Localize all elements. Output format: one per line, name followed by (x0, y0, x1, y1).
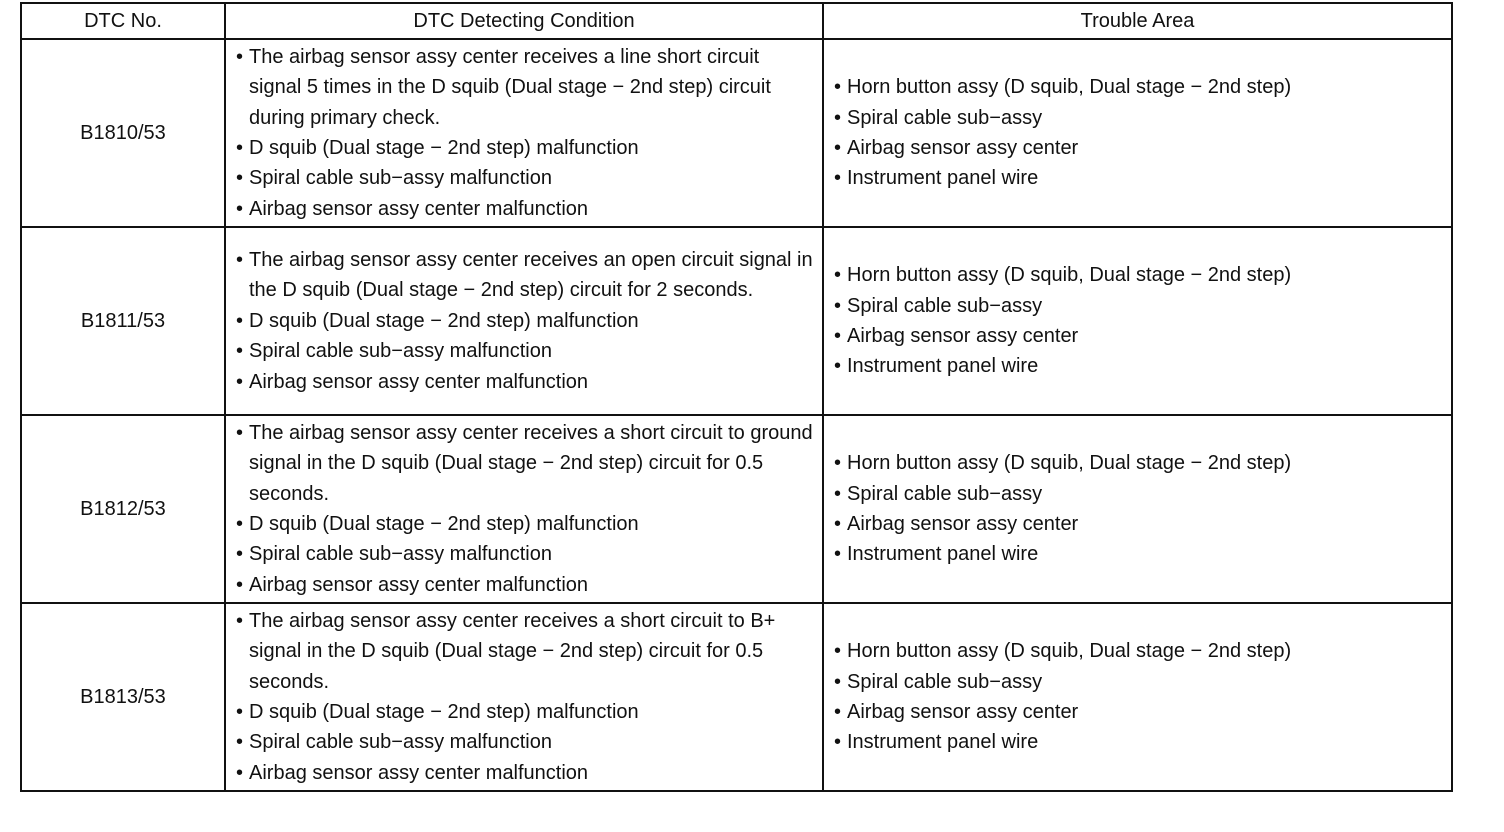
trouble-area-item: • Horn button assy (D squib, Dual stage − 2nd step) (834, 448, 1443, 478)
trouble-area-list (834, 260, 1443, 382)
condition-item: • The airbag sensor assy center receives a short circuit to B+ signal in the D squib (Dual stage − 2nd step) circuit for 0.5 seconds. (236, 606, 814, 697)
table-row (21, 603, 1452, 791)
trouble-area-item: • Airbag sensor assy center (834, 697, 1443, 727)
trouble-area-item: • Airbag sensor assy center (834, 133, 1443, 163)
dtc-code: B1812/53 (21, 415, 225, 603)
trouble-area-cell (823, 39, 1452, 227)
condition-item: • D squib (Dual stage − 2nd step) malfunction (236, 306, 814, 336)
condition-list (236, 42, 814, 224)
dtc-code: B1810/53 (21, 39, 225, 227)
table-row (21, 415, 1452, 603)
trouble-area-list (834, 72, 1443, 194)
condition-item: • Spiral cable sub−assy malfunction (236, 539, 814, 569)
condition-item: • The airbag sensor assy center receives a short circuit to ground signal in the D squib (Dual stage − 2nd step) circuit for 0.5 seconds. (236, 418, 814, 509)
table-header (21, 3, 1452, 39)
condition-item: • Airbag sensor assy center malfunction (236, 367, 814, 397)
trouble-area-item: • Spiral cable sub−assy (834, 291, 1443, 321)
dtc-table (20, 2, 1453, 792)
trouble-area-cell (823, 227, 1452, 415)
trouble-area-item: • Horn button assy (D squib, Dual stage − 2nd step) (834, 72, 1443, 102)
trouble-area-item: • Spiral cable sub−assy (834, 667, 1443, 697)
condition-list (236, 606, 814, 788)
trouble-area-item: • Instrument panel wire (834, 163, 1443, 193)
trouble-area-item: • Spiral cable sub−assy (834, 479, 1443, 509)
condition-list (236, 245, 814, 397)
trouble-area-item: • Instrument panel wire (834, 539, 1443, 569)
trouble-area-item: • Airbag sensor assy center (834, 321, 1443, 351)
detecting-condition-cell (225, 39, 823, 227)
trouble-area-list (834, 636, 1443, 758)
condition-item: • The airbag sensor assy center receives an open circuit signal in the D squib (Dual stage − 2nd step) circuit for 2 seconds. (236, 245, 814, 306)
trouble-area-item: • Spiral cable sub−assy (834, 103, 1443, 133)
condition-item: • Airbag sensor assy center malfunction (236, 758, 814, 788)
trouble-area-item: • Airbag sensor assy center (834, 509, 1443, 539)
condition-item: • Airbag sensor assy center malfunction (236, 570, 814, 600)
header-dtc-no: DTC No. (21, 3, 225, 39)
condition-item: • Spiral cable sub−assy malfunction (236, 727, 814, 757)
trouble-area-list (834, 448, 1443, 570)
table-row (21, 227, 1452, 415)
condition-item: • D squib (Dual stage − 2nd step) malfunction (236, 697, 814, 727)
trouble-area-item: • Horn button assy (D squib, Dual stage − 2nd step) (834, 260, 1443, 290)
condition-item: • Spiral cable sub−assy malfunction (236, 163, 814, 193)
dtc-code: B1813/53 (21, 603, 225, 791)
condition-item: • D squib (Dual stage − 2nd step) malfunction (236, 509, 814, 539)
header-trouble-area: Trouble Area (823, 3, 1452, 39)
table-row (21, 39, 1452, 227)
condition-item: • Spiral cable sub−assy malfunction (236, 336, 814, 366)
condition-list (236, 418, 814, 600)
trouble-area-cell (823, 415, 1452, 603)
table-body (21, 39, 1452, 791)
detecting-condition-cell (225, 415, 823, 603)
condition-item: • Airbag sensor assy center malfunction (236, 194, 814, 224)
header-row (21, 3, 1452, 39)
condition-item: • The airbag sensor assy center receives a line short circuit signal 5 times in the D squib (Dual stage − 2nd step) circuit during primary check. (236, 42, 814, 133)
trouble-area-item: • Horn button assy (D squib, Dual stage − 2nd step) (834, 636, 1443, 666)
detecting-condition-cell (225, 603, 823, 791)
trouble-area-cell (823, 603, 1452, 791)
trouble-area-item: • Instrument panel wire (834, 727, 1443, 757)
condition-item: • D squib (Dual stage − 2nd step) malfunction (236, 133, 814, 163)
detecting-condition-cell (225, 227, 823, 415)
dtc-code: B1811/53 (21, 227, 225, 415)
trouble-area-item: • Instrument panel wire (834, 351, 1443, 381)
header-detecting-condition: DTC Detecting Condition (225, 3, 823, 39)
